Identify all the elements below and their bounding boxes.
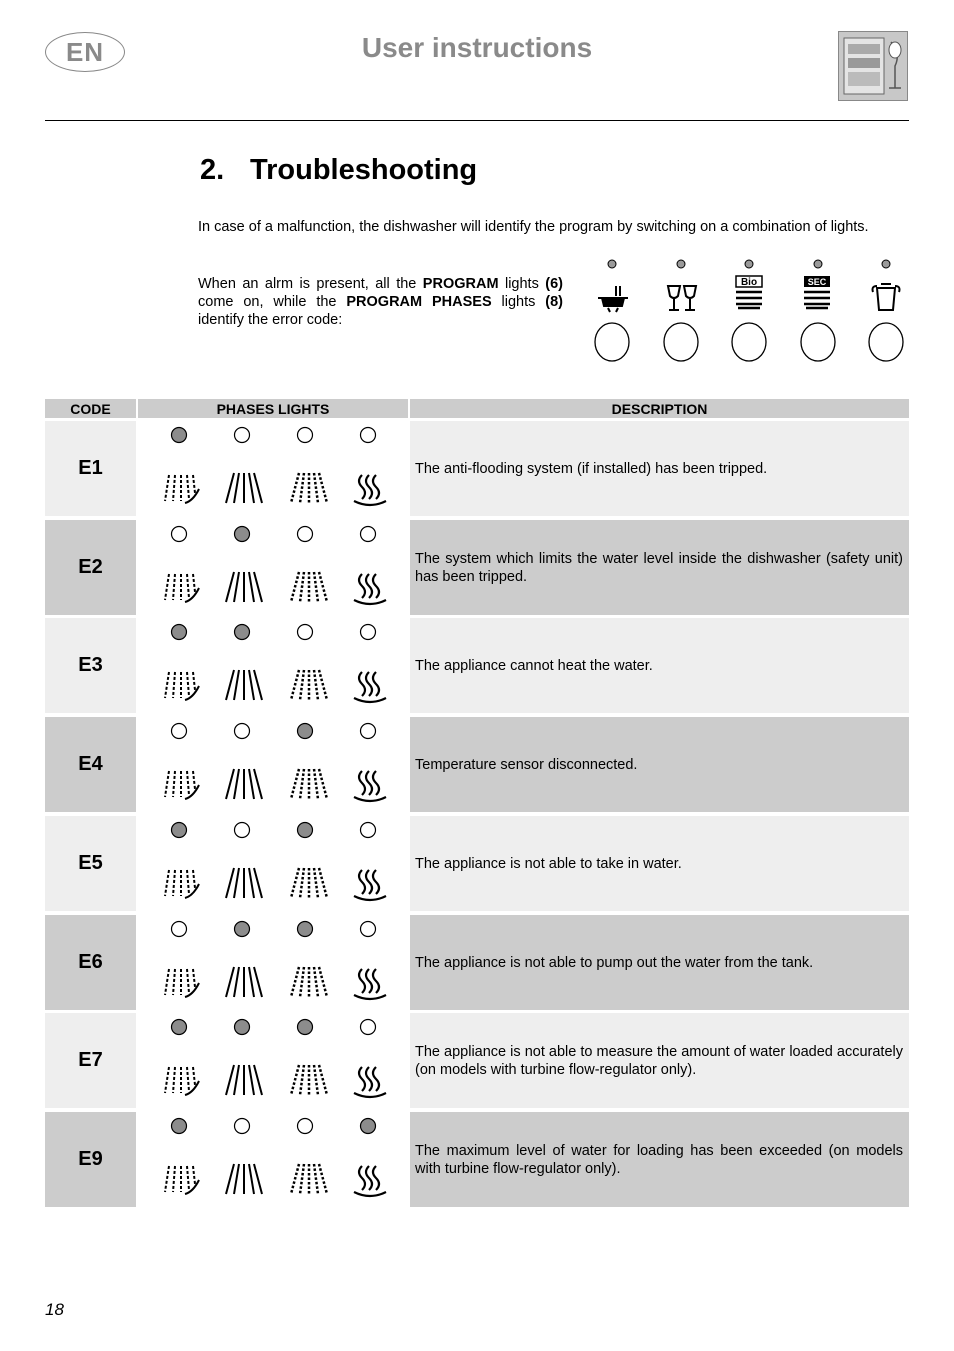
section-heading [200,154,477,187]
panel-led [608,260,616,268]
dry-icon [354,771,386,801]
phase-light-off [235,823,250,838]
sec-label: SEC [807,277,827,287]
phase-light-off [172,922,187,937]
phase-light-off [361,724,376,739]
phase-light-on [235,1020,250,1035]
error-description-cell [410,618,909,713]
panel-button [801,323,835,361]
glasses-icon [668,286,696,310]
phase-light-on [172,1119,187,1134]
phase-lights-cell [138,618,408,713]
error-description-cell [410,520,909,615]
error-code-cell: E1 [45,421,136,516]
wash-icon [226,670,262,700]
error-code-cell: E5 [45,816,136,911]
phase-lights-cell [138,520,408,615]
phase-light-on [172,428,187,443]
error-description-cell [410,1013,909,1108]
phase-light-on [235,922,250,937]
wash-icon [226,473,262,503]
phase-light-off [361,527,376,542]
prewash-icon [165,969,199,997]
error-description-cell [410,421,909,516]
phase-light-off [361,1020,376,1035]
prewash-icon [165,475,199,503]
dry-icon [354,574,386,604]
panel-led [882,260,890,268]
cup-icon [873,284,900,310]
rinse-icon [291,1164,327,1194]
phase-light-on [172,625,187,640]
error-description-text: The appliance is not able to measure the amount of water loaded accurately (on models with turbine flow-regulator only). [415,1043,903,1078]
panel-button [595,323,629,361]
phase-light-on [298,1020,313,1035]
page-number: 18 [45,1300,64,1319]
rinse-icon [291,967,327,997]
language-badge: EN [45,32,125,72]
panel-led-group [608,260,890,268]
phase-light-off [235,1119,250,1134]
panel-led [677,260,685,268]
section-number: 2. [200,154,225,186]
phase-light-off [235,724,250,739]
column-header-code: CODE [45,399,136,418]
error-description-cell [410,717,909,812]
phase-light-off [298,527,313,542]
error-description-text: Temperature sensor disconnected. [415,756,638,773]
error-description-text: The maximum level of water for loading has been exceeded (on models with turbine flow-regulator only). [415,1142,903,1177]
error-description-cell [410,816,909,911]
dry-icon [354,1067,386,1097]
error-code-cell: E6 [45,915,136,1010]
prewash-icon [165,672,199,700]
phase-light-off [235,428,250,443]
error-description-text: The appliance is not able to take in water. [415,855,682,872]
column-header-phases-lights: PHASES LIGHTS [138,399,408,418]
panel-led [814,260,822,268]
dishwasher-thumbnail [838,31,908,101]
panel-button [732,323,766,361]
error-description-cell [410,1112,909,1207]
header-divider [45,120,909,121]
alarm-paragraph: When an alrm is present, all the PROGRAM lights (6) come on, while the PROGRAM PHASES lights (8) identify the error code: [198,276,563,328]
control-panel-illustration [588,254,913,366]
error-description-text: The system which limits the water level inside the dishwasher (safety unit) has been tripped. [415,550,903,585]
prewash-icon [165,1067,199,1095]
wash-icon [226,868,262,898]
phase-light-on [361,1119,376,1134]
phase-light-off [298,625,313,640]
phase-lights-cell [138,1013,408,1108]
rinse-icon [291,868,327,898]
error-code-cell: E4 [45,717,136,812]
phase-lights-cell [138,421,408,516]
error-description-text: The anti-flooding system (if installed) has been tripped. [415,460,768,477]
error-code-cell: E9 [45,1112,136,1207]
panel-button [664,323,698,361]
phase-lights-cell [138,1112,408,1207]
section-title: Troubleshooting [250,154,478,186]
prewash-icon [165,1166,199,1194]
rinse-icon [291,473,327,503]
rinse-icon [291,572,327,602]
panel-led [745,260,753,268]
phase-light-off [298,428,313,443]
error-code-cell: E3 [45,618,136,713]
rinse-icon [291,1065,327,1095]
phase-lights-cell [138,717,408,812]
pots-icon [598,286,628,312]
phase-light-on [298,823,313,838]
dry-icon [354,969,386,999]
dry-icon [354,475,386,505]
phase-light-off [298,1119,313,1134]
phase-light-off [172,724,187,739]
wash-icon [226,967,262,997]
sec-icon [804,276,830,308]
phase-lights-cell [138,816,408,911]
rinse-icon [291,769,327,799]
phase-light-on [172,823,187,838]
column-header-description: DESCRIPTION [410,399,909,418]
panel-button-group [595,323,903,361]
phase-light-on [235,625,250,640]
phase-light-off [172,527,187,542]
phase-light-off [361,922,376,937]
prewash-icon [165,771,199,799]
wash-icon [226,1164,262,1194]
phase-light-off [361,428,376,443]
prewash-icon [165,574,199,602]
phase-light-on [298,724,313,739]
phase-lights-cell [138,915,408,1010]
panel-button [869,323,903,361]
rinse-icon [291,670,327,700]
phase-light-on [235,527,250,542]
phase-light-on [298,922,313,937]
wash-icon [226,572,262,602]
prewash-icon [165,870,199,898]
bio-label: Bio [740,277,758,288]
dry-icon [354,870,386,900]
wash-icon [226,769,262,799]
wash-icon [226,1065,262,1095]
dry-icon [354,672,386,702]
phase-light-on [172,1020,187,1035]
error-description-text: The appliance cannot heat the water. [415,657,653,674]
error-code-cell: E7 [45,1013,136,1108]
bio-icon [736,276,762,308]
error-description-text: The appliance is not able to pump out the water from the tank. [415,954,814,971]
header-title: User instructions [361,32,593,63]
error-code-cell: E2 [45,520,136,615]
phase-light-off [361,625,376,640]
phase-light-off [361,823,376,838]
dry-icon [354,1166,386,1196]
intro-paragraph: In case of a malfunction, the dishwasher will identify the program by switching on a combination of lights. [198,219,869,235]
error-description-cell [410,915,909,1010]
